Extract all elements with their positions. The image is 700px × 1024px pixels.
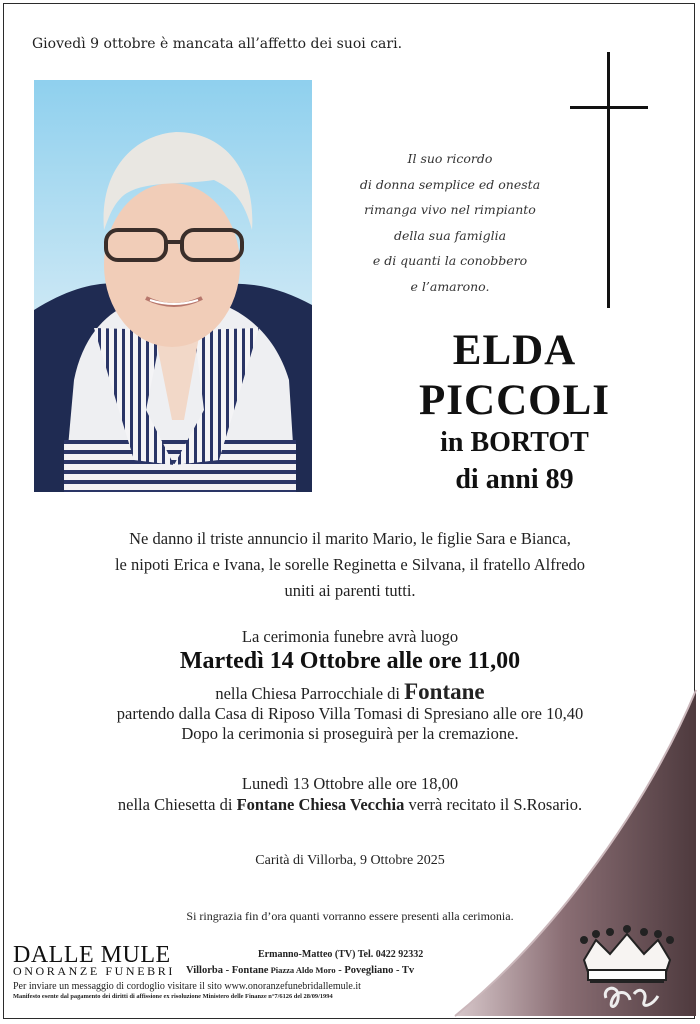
poem-line: di donna semplice ed onesta (359, 176, 541, 192)
announcement-line: uniti ai parenti tutti. (284, 581, 416, 600)
poem-line: rimanga vivo nel rimpianto (364, 202, 536, 217)
poem-line: della sua famiglia (393, 227, 507, 243)
thanks-line: Si ringrazia fin d’ora quanti vorranno essere presenti alla cerimonia. (186, 909, 514, 923)
rosary-datetime: Lunedì 13 Ottobre alle ore 18,00 (241, 774, 459, 793)
cross-icon (568, 52, 652, 308)
ceremony-church-prefix: nella Chiesa Parrocchiale di (215, 684, 405, 703)
ceremony-departure: partendo dalla Casa di Riposo Villa Tomasi di Spresiano alle ore 10,40 (116, 704, 584, 723)
crown-logo-icon (572, 920, 682, 1012)
funeral-home-brand: DALLE MULE (13, 942, 171, 968)
rosary-prefix: nella Chiesetta di (117, 795, 237, 814)
memorial-poem (330, 146, 570, 299)
ceremony-intro: La cerimonia funebre avrà luogo (241, 627, 459, 646)
deceased-last-name: PICCOLI (419, 377, 610, 424)
intro-line: Giovedì 9 ottobre è mancata all’affetto dei suoi cari. (32, 36, 403, 52)
announcement-line: le nipoti Erica e Ivana, le sorelle Reginetta e Silvana, il fratello Alfredo (114, 555, 586, 574)
ceremony-church (0, 679, 700, 705)
deceased-first-name: ELDA (452, 327, 577, 374)
legal-note: Manifesto esente dal pagamento dei diritti di affissione ex risoluzione Ministero delle Finanze n°7/6126 del 28/09/1994 (13, 993, 333, 1000)
poem-line: e di quanti la conobbero (372, 253, 528, 268)
ceremony-church-place: Fontane (404, 679, 485, 704)
contact-locations: Villorba - Fontane Piazza Aldo Moro - Povegliano - Tv (186, 965, 415, 976)
announcement (0, 526, 700, 604)
deceased-age: di anni 89 (455, 464, 574, 495)
portrait-photo (34, 80, 312, 492)
rosary-place (0, 795, 700, 815)
announcement-line: Ne danno il triste annuncio il marito Mario, le figlie Sara e Bianca, (129, 529, 571, 548)
condolence-note: Per inviare un messaggio di cordoglio visitare il sito www.onoranzefunebridallemule.it (13, 981, 361, 992)
poem-line: Il suo ricordo (407, 151, 493, 166)
rosary-place-name: Fontane Chiesa Vecchia (236, 795, 405, 814)
funeral-home-subtitle: ONORANZE FUNEBRI (13, 964, 175, 978)
place-date: Carità di Villorba, 9 Ottobre 2025 (255, 853, 445, 868)
deceased-married-name: in BORTOT (440, 427, 589, 458)
ceremony-datetime: Martedì 14 Ottobre alle ore 11,00 (179, 648, 521, 674)
ceremony-after: Dopo la cerimonia si proseguirà per la cremazione. (181, 724, 519, 743)
poem-line: e l’amarono. (410, 278, 490, 294)
rosary-suffix: verrà recitato il S.Rosario. (404, 795, 583, 814)
contact-phone: Ermanno-Matteo (TV) Tel. 0422 92332 (258, 949, 424, 960)
